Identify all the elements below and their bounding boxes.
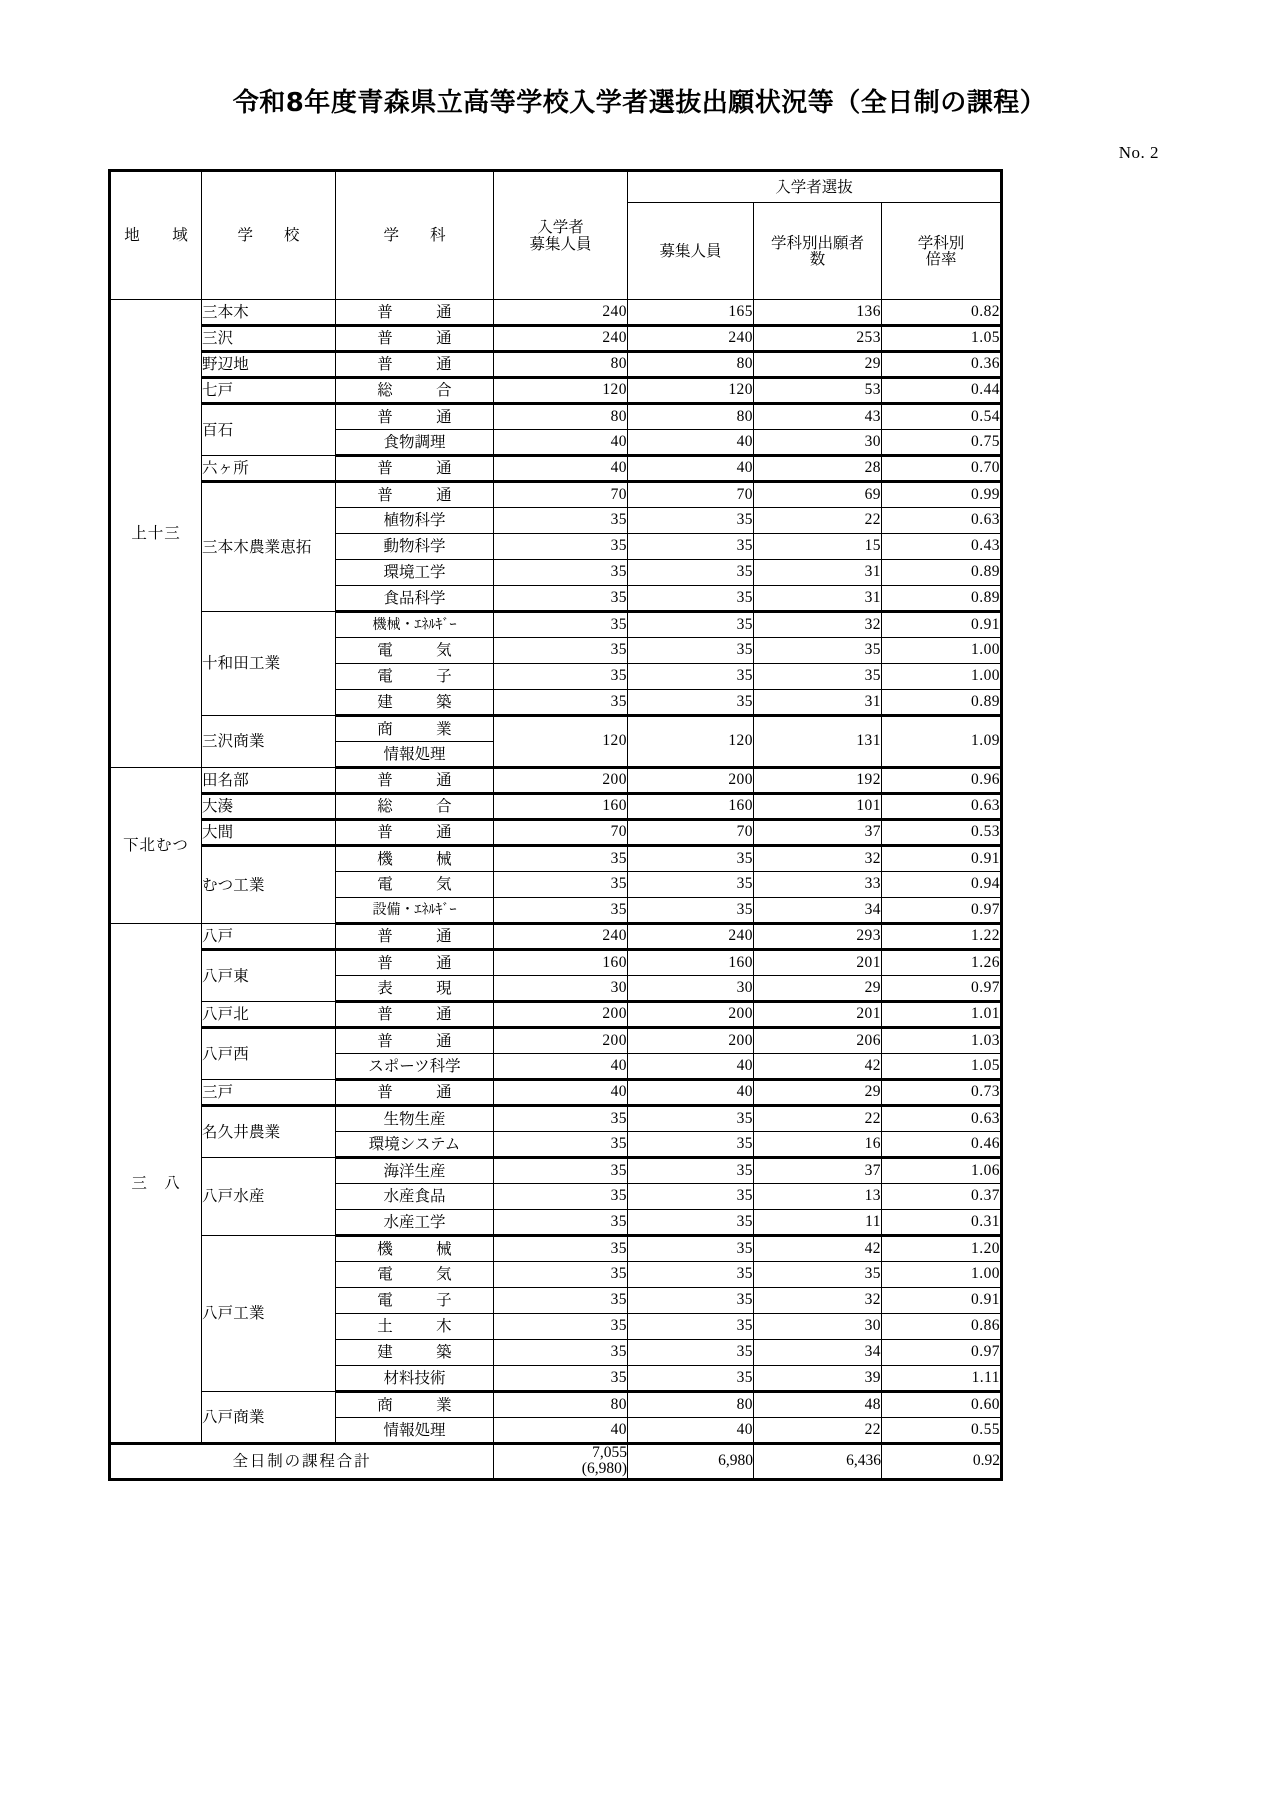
total-capacity (494, 1444, 628, 1480)
region-cell: 下北むつ (110, 768, 202, 924)
applicants-cell: 201 (754, 1002, 882, 1028)
department-cell: 海洋生産 (336, 1158, 494, 1184)
applicants-cell: 34 (754, 898, 882, 924)
applicants-cell: 35 (754, 638, 882, 664)
department-cell: スポーツ科学 (336, 1054, 494, 1080)
quota-cell: 120 (628, 716, 754, 768)
total-capacity-sub: (6,980) (581, 1460, 627, 1478)
ratio-cell: 1.05 (882, 1054, 1002, 1080)
ratio-cell: 0.70 (882, 456, 1002, 482)
header-school: 学 校 (202, 171, 336, 300)
table-row (110, 326, 1002, 352)
header-capacity (494, 171, 628, 300)
school-cell: 八戸水産 (202, 1158, 336, 1236)
quota-cell: 70 (628, 820, 754, 846)
applicants-cell: 48 (754, 1392, 882, 1418)
department-cell: 設備・ｴﾈﾙｷﾞｰ (336, 898, 494, 924)
department-cell: 機 械 (336, 846, 494, 872)
table-row (110, 1002, 1002, 1028)
ratio-cell: 0.53 (882, 820, 1002, 846)
department-cell: 電 気 (336, 872, 494, 898)
applicants-cell: 101 (754, 794, 882, 820)
ratio-cell: 0.99 (882, 482, 1002, 508)
applicants-cell: 192 (754, 768, 882, 794)
header-applicants-line1: 学科別出願者 (770, 233, 864, 252)
header-selection-group: 入学者選抜 (628, 171, 1002, 203)
department-cell: 情報処理 (336, 1418, 494, 1444)
school-cell: 三本木農業恵拓 (202, 482, 336, 612)
department-cell: 総 合 (336, 794, 494, 820)
quota-cell: 35 (628, 1288, 754, 1314)
ratio-cell: 0.94 (882, 872, 1002, 898)
quota-cell: 35 (628, 508, 754, 534)
capacity-cell: 35 (494, 1288, 628, 1314)
capacity-cell: 35 (494, 1210, 628, 1236)
quota-cell: 35 (628, 690, 754, 716)
capacity-cell: 120 (494, 378, 628, 404)
ratio-cell: 1.26 (882, 950, 1002, 976)
capacity-cell: 80 (494, 352, 628, 378)
applicants-cell: 31 (754, 560, 882, 586)
applicants-cell: 22 (754, 1106, 882, 1132)
applicants-cell: 34 (754, 1340, 882, 1366)
ratio-cell: 0.89 (882, 690, 1002, 716)
quota-cell: 200 (628, 1002, 754, 1028)
capacity-cell: 35 (494, 1158, 628, 1184)
department-cell: 総 合 (336, 378, 494, 404)
applicants-cell: 28 (754, 456, 882, 482)
quota-cell: 35 (628, 664, 754, 690)
quota-cell: 35 (628, 1262, 754, 1288)
department-cell: 植物科学 (336, 508, 494, 534)
applicants-cell: 131 (754, 716, 882, 768)
department-cell: 表 現 (336, 976, 494, 1002)
quota-cell: 240 (628, 924, 754, 950)
ratio-cell: 0.97 (882, 976, 1002, 1002)
school-cell: 八戸商業 (202, 1392, 336, 1444)
school-cell: 三沢 (202, 326, 336, 352)
applicants-cell: 13 (754, 1184, 882, 1210)
department-cell: 普 通 (336, 456, 494, 482)
table-row (110, 1392, 1002, 1418)
capacity-cell: 35 (494, 846, 628, 872)
ratio-cell: 0.96 (882, 768, 1002, 794)
capacity-cell: 35 (494, 1262, 628, 1288)
applicants-cell: 253 (754, 326, 882, 352)
school-cell: 三沢商業 (202, 716, 336, 768)
quota-cell: 35 (628, 1366, 754, 1392)
quota-cell: 240 (628, 326, 754, 352)
applicants-cell: 69 (754, 482, 882, 508)
school-cell: 七戸 (202, 378, 336, 404)
capacity-cell: 35 (494, 1340, 628, 1366)
quota-cell: 40 (628, 456, 754, 482)
capacity-cell: 35 (494, 560, 628, 586)
ratio-cell: 0.82 (882, 300, 1002, 326)
capacity-cell: 35 (494, 1314, 628, 1340)
capacity-cell: 35 (494, 1132, 628, 1158)
header-quota: 募集人員 (628, 203, 754, 300)
capacity-cell: 120 (494, 716, 628, 768)
header-ratio (882, 203, 1002, 300)
applicants-cell: 37 (754, 1158, 882, 1184)
capacity-cell: 40 (494, 430, 628, 456)
applicants-cell: 43 (754, 404, 882, 430)
capacity-cell: 240 (494, 326, 628, 352)
ratio-cell: 1.20 (882, 1236, 1002, 1262)
department-cell: 電 気 (336, 1262, 494, 1288)
department-cell: 普 通 (336, 950, 494, 976)
quota-cell: 35 (628, 898, 754, 924)
table-row (110, 378, 1002, 404)
quota-cell: 35 (628, 1210, 754, 1236)
total-ratio: 0.92 (882, 1444, 1002, 1480)
department-cell: 普 通 (336, 1028, 494, 1054)
capacity-cell: 80 (494, 1392, 628, 1418)
header-applicants (754, 203, 882, 300)
quota-cell: 35 (628, 612, 754, 638)
department-cell: 電 気 (336, 638, 494, 664)
quota-cell: 35 (628, 560, 754, 586)
ratio-cell: 0.36 (882, 352, 1002, 378)
quota-cell: 40 (628, 1054, 754, 1080)
applicants-cell: 136 (754, 300, 882, 326)
department-cell: 情報処理 (336, 742, 494, 768)
total-applicants: 6,436 (754, 1444, 882, 1480)
header-capacity-line2: 募集人員 (529, 234, 592, 253)
school-cell: 百石 (202, 404, 336, 456)
department-cell: 普 通 (336, 482, 494, 508)
header-ratio-line1: 学科別 (917, 233, 965, 252)
department-cell: 商 業 (336, 716, 494, 742)
ratio-cell: 0.91 (882, 612, 1002, 638)
table-row (110, 300, 1002, 326)
ratio-cell: 0.97 (882, 898, 1002, 924)
department-cell: 水産食品 (336, 1184, 494, 1210)
ratio-cell: 0.55 (882, 1418, 1002, 1444)
header-applicants-line2: 数 (809, 250, 826, 268)
department-cell: 普 通 (336, 820, 494, 846)
table-row (110, 1080, 1002, 1106)
applicants-cell: 42 (754, 1054, 882, 1080)
table-row (110, 924, 1002, 950)
department-cell: 水産工学 (336, 1210, 494, 1236)
department-cell: 建 築 (336, 1340, 494, 1366)
table-row (110, 716, 1002, 742)
ratio-cell: 0.97 (882, 1340, 1002, 1366)
table-row (110, 820, 1002, 846)
capacity-cell: 40 (494, 1054, 628, 1080)
school-cell: 大湊 (202, 794, 336, 820)
department-cell: 機械・ｴﾈﾙｷﾞｰ (336, 612, 494, 638)
ratio-cell: 0.44 (882, 378, 1002, 404)
capacity-cell: 35 (494, 664, 628, 690)
applicants-cell: 22 (754, 508, 882, 534)
school-cell: 八戸工業 (202, 1236, 336, 1392)
department-cell: 普 通 (336, 404, 494, 430)
ratio-cell: 1.00 (882, 638, 1002, 664)
department-cell: 普 通 (336, 326, 494, 352)
capacity-cell: 35 (494, 1106, 628, 1132)
applicants-cell: 201 (754, 950, 882, 976)
applicants-cell: 30 (754, 1314, 882, 1340)
applicants-cell: 31 (754, 586, 882, 612)
ratio-cell: 1.00 (882, 1262, 1002, 1288)
ratio-cell: 0.89 (882, 560, 1002, 586)
applicants-cell: 33 (754, 872, 882, 898)
ratio-cell: 0.91 (882, 1288, 1002, 1314)
applicants-cell: 293 (754, 924, 882, 950)
ratio-cell: 0.63 (882, 508, 1002, 534)
quota-cell: 70 (628, 482, 754, 508)
applicants-cell: 37 (754, 820, 882, 846)
ratio-cell: 0.43 (882, 534, 1002, 560)
applicants-cell: 31 (754, 690, 882, 716)
ratio-cell: 0.46 (882, 1132, 1002, 1158)
total-row (110, 1444, 1002, 1480)
school-cell: 野辺地 (202, 352, 336, 378)
table-row (110, 1236, 1002, 1262)
capacity-cell: 35 (494, 638, 628, 664)
applicants-cell: 11 (754, 1210, 882, 1236)
ratio-cell: 0.91 (882, 846, 1002, 872)
ratio-cell: 0.63 (882, 794, 1002, 820)
department-cell: 生物生産 (336, 1106, 494, 1132)
ratio-cell: 1.03 (882, 1028, 1002, 1054)
ratio-cell: 1.09 (882, 716, 1002, 768)
quota-cell: 35 (628, 534, 754, 560)
quota-cell: 35 (628, 872, 754, 898)
quota-cell: 80 (628, 352, 754, 378)
table-row (110, 794, 1002, 820)
quota-cell: 30 (628, 976, 754, 1002)
ratio-cell: 0.37 (882, 1184, 1002, 1210)
quota-cell: 35 (628, 1314, 754, 1340)
school-cell: 八戸西 (202, 1028, 336, 1080)
department-cell: 材料技術 (336, 1366, 494, 1392)
capacity-cell: 35 (494, 508, 628, 534)
department-cell: 土 木 (336, 1314, 494, 1340)
school-cell: 三戸 (202, 1080, 336, 1106)
table-row (110, 482, 1002, 508)
quota-cell: 35 (628, 846, 754, 872)
capacity-cell: 35 (494, 534, 628, 560)
table-header (110, 171, 1002, 300)
department-cell: 建 築 (336, 690, 494, 716)
applicants-cell: 53 (754, 378, 882, 404)
ratio-cell: 0.54 (882, 404, 1002, 430)
school-cell: 六ヶ所 (202, 456, 336, 482)
ratio-cell: 0.86 (882, 1314, 1002, 1340)
page-number: No. 2 (1118, 143, 1159, 162)
capacity-cell: 30 (494, 976, 628, 1002)
department-cell: 電 子 (336, 1288, 494, 1314)
capacity-cell: 40 (494, 1080, 628, 1106)
applicants-cell: 39 (754, 1366, 882, 1392)
total-label: 全日制の課程合計 (110, 1444, 494, 1480)
ratio-cell: 1.05 (882, 326, 1002, 352)
table-body (110, 300, 1002, 1444)
quota-cell: 35 (628, 638, 754, 664)
school-cell: 八戸東 (202, 950, 336, 1002)
quota-cell: 35 (628, 1236, 754, 1262)
department-cell: 環境システム (336, 1132, 494, 1158)
capacity-cell: 160 (494, 794, 628, 820)
applicants-cell: 35 (754, 664, 882, 690)
capacity-cell: 35 (494, 898, 628, 924)
capacity-cell: 160 (494, 950, 628, 976)
quota-cell: 200 (628, 1028, 754, 1054)
applicants-cell: 32 (754, 846, 882, 872)
department-cell: 普 通 (336, 768, 494, 794)
ratio-cell: 0.73 (882, 1080, 1002, 1106)
capacity-cell: 35 (494, 1184, 628, 1210)
page-title: 令和8年度青森県立高等学校入学者選抜出願状況等（全日制の課程） (232, 88, 1047, 118)
department-cell: 機 械 (336, 1236, 494, 1262)
table-row (110, 612, 1002, 638)
quota-cell: 35 (628, 1132, 754, 1158)
school-cell: 名久井農業 (202, 1106, 336, 1158)
capacity-cell: 200 (494, 1002, 628, 1028)
table-row (110, 950, 1002, 976)
applicants-cell: 29 (754, 976, 882, 1002)
department-cell: 普 通 (336, 352, 494, 378)
department-cell: 食品科学 (336, 586, 494, 612)
quota-cell: 35 (628, 1158, 754, 1184)
table-row (110, 404, 1002, 430)
school-cell: 十和田工業 (202, 612, 336, 716)
quota-cell: 80 (628, 1392, 754, 1418)
department-cell: 普 通 (336, 1080, 494, 1106)
department-cell: 動物科学 (336, 534, 494, 560)
capacity-cell: 35 (494, 612, 628, 638)
department-cell: 商 業 (336, 1392, 494, 1418)
quota-cell: 35 (628, 1340, 754, 1366)
applicants-cell: 30 (754, 430, 882, 456)
capacity-cell: 70 (494, 820, 628, 846)
capacity-cell: 35 (494, 690, 628, 716)
applicants-cell: 29 (754, 352, 882, 378)
table-footer (110, 1444, 1002, 1480)
ratio-cell: 0.89 (882, 586, 1002, 612)
capacity-cell: 35 (494, 1366, 628, 1392)
total-capacity-main: 7,055 (592, 1444, 627, 1461)
applicants-cell: 32 (754, 1288, 882, 1314)
capacity-cell: 80 (494, 404, 628, 430)
ratio-cell: 0.63 (882, 1106, 1002, 1132)
department-cell: 普 通 (336, 300, 494, 326)
school-cell: 八戸北 (202, 1002, 336, 1028)
quota-cell: 40 (628, 1080, 754, 1106)
department-cell: 環境工学 (336, 560, 494, 586)
total-quota: 6,980 (628, 1444, 754, 1480)
quota-cell: 160 (628, 794, 754, 820)
ratio-cell: 1.06 (882, 1158, 1002, 1184)
capacity-cell: 40 (494, 456, 628, 482)
table-row (110, 768, 1002, 794)
admission-statistics-table (108, 169, 1003, 1481)
table-row (110, 1028, 1002, 1054)
quota-cell: 165 (628, 300, 754, 326)
header-capacity-line1: 入学者 (537, 218, 584, 237)
ratio-cell: 1.22 (882, 924, 1002, 950)
applicants-cell: 22 (754, 1418, 882, 1444)
school-cell: むつ工業 (202, 846, 336, 924)
applicants-cell: 16 (754, 1132, 882, 1158)
table-row (110, 1106, 1002, 1132)
capacity-cell: 240 (494, 300, 628, 326)
ratio-cell: 1.11 (882, 1366, 1002, 1392)
quota-cell: 120 (628, 378, 754, 404)
capacity-cell: 35 (494, 872, 628, 898)
school-cell: 大間 (202, 820, 336, 846)
applicants-cell: 35 (754, 1262, 882, 1288)
quota-cell: 35 (628, 1106, 754, 1132)
applicants-cell: 42 (754, 1236, 882, 1262)
capacity-cell: 200 (494, 768, 628, 794)
region-cell: 三 八 (110, 924, 202, 1444)
capacity-cell: 35 (494, 586, 628, 612)
capacity-cell: 40 (494, 1418, 628, 1444)
ratio-cell: 0.75 (882, 430, 1002, 456)
quota-cell: 40 (628, 1418, 754, 1444)
applicants-cell: 15 (754, 534, 882, 560)
department-cell: 食物調理 (336, 430, 494, 456)
table-row (110, 456, 1002, 482)
applicants-cell: 206 (754, 1028, 882, 1054)
department-cell: 普 通 (336, 1002, 494, 1028)
table-row (110, 1158, 1002, 1184)
school-cell: 八戸 (202, 924, 336, 950)
quota-cell: 80 (628, 404, 754, 430)
header-row-group (110, 171, 1002, 203)
school-cell: 田名部 (202, 768, 336, 794)
ratio-cell: 0.60 (882, 1392, 1002, 1418)
table-row (110, 846, 1002, 872)
capacity-cell: 200 (494, 1028, 628, 1054)
ratio-cell: 1.00 (882, 664, 1002, 690)
table-container (0, 163, 1279, 1481)
department-cell: 電 子 (336, 664, 494, 690)
capacity-cell: 70 (494, 482, 628, 508)
header-department: 学 科 (336, 171, 494, 300)
table-row (110, 352, 1002, 378)
ratio-cell: 1.01 (882, 1002, 1002, 1028)
school-cell: 三本木 (202, 300, 336, 326)
quota-cell: 200 (628, 768, 754, 794)
capacity-cell: 35 (494, 1236, 628, 1262)
quota-cell: 35 (628, 1184, 754, 1210)
capacity-cell: 240 (494, 924, 628, 950)
header-region: 地 域 (110, 171, 202, 300)
region-cell: 上十三 (110, 300, 202, 768)
ratio-cell: 0.31 (882, 1210, 1002, 1236)
header-ratio-line2: 倍率 (925, 250, 957, 268)
quota-cell: 40 (628, 430, 754, 456)
applicants-cell: 29 (754, 1080, 882, 1106)
quota-cell: 35 (628, 586, 754, 612)
applicants-cell: 32 (754, 612, 882, 638)
department-cell: 普 通 (336, 924, 494, 950)
quota-cell: 160 (628, 950, 754, 976)
